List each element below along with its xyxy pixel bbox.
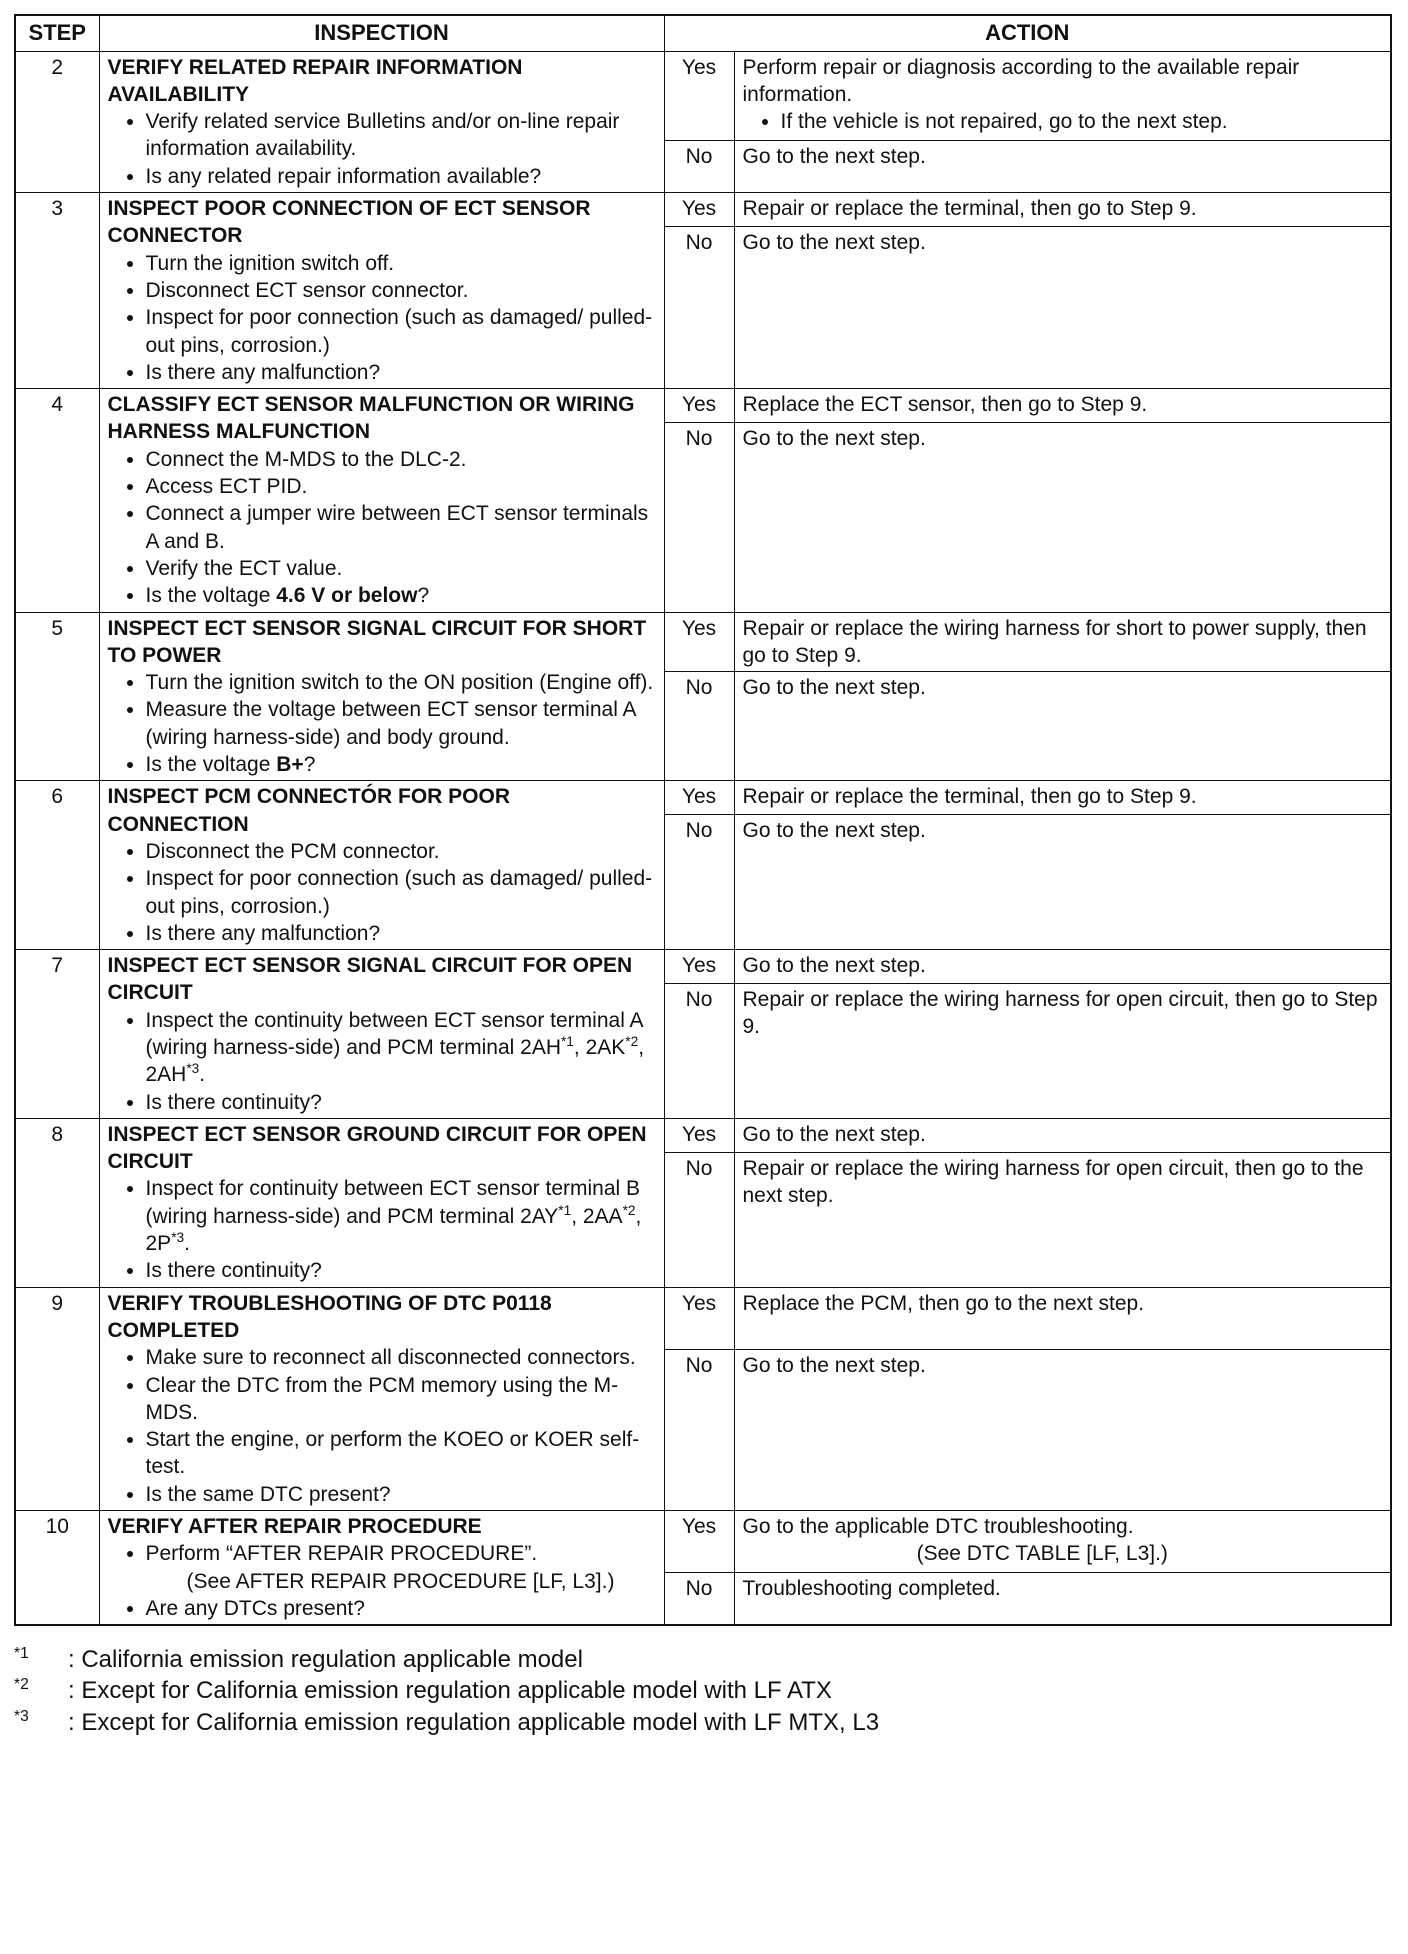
footnote (14, 1644, 1390, 1675)
list-item: • If the vehicle is not repaired, go to the next step. (781, 108, 1383, 135)
table-row (15, 51, 1391, 141)
action-text: Perform repair or diagnosis according to the available repair information. (742, 55, 1300, 106)
yes-action: Replace the ECT sensor, then go to Step 9. (734, 389, 1391, 423)
inspection-list (108, 1007, 656, 1116)
yes-label: Yes (664, 1287, 734, 1349)
no-action: Go to the next step. (734, 227, 1391, 389)
step-number: 2 (15, 51, 99, 192)
bullet-end: . (184, 1232, 190, 1256)
table-header-row (15, 15, 1391, 51)
step-number: 5 (15, 612, 99, 781)
inspection-list (108, 838, 656, 947)
footnote-marker: *1 (558, 1202, 572, 1218)
yes-label: Yes (664, 612, 734, 672)
list-item: • Verify related service Bulletins and/or on-line repair information availability. (146, 108, 656, 163)
bullet-text: Inspect for continuity between ECT sensor terminal B (wiring harness-side) and PCM terminal (145, 1177, 641, 1228)
list-item: • Verify the ECT value. (146, 555, 656, 582)
separator: , (573, 1035, 586, 1059)
inspection-title: INSPECT ECT SENSOR GROUND CIRCUIT FOR OPEN CIRCUIT (107, 1122, 647, 1174)
inspection-cell (99, 193, 664, 389)
bullet-end: . (199, 1063, 206, 1087)
inspection-cell (99, 950, 664, 1119)
inspection-cell (99, 389, 664, 612)
list-item: • Is there any malfunction? (146, 920, 656, 947)
no-action: Repair or replace the wiring harness for open circuit, then go to Step 9. (734, 984, 1391, 1119)
no-label: No (664, 1152, 734, 1287)
list-item: • Inspect for poor connection (such as damaged/ pulled-out pins, corrosion.) (146, 304, 656, 359)
inspection-title: VERIFY AFTER REPAIR PROCEDURE (107, 1515, 482, 1539)
footnote-marker: *3 (186, 1061, 200, 1077)
inspection-list (108, 446, 656, 610)
list-item: • Make sure to reconnect all disconnected connectors. (146, 1344, 656, 1371)
footnote-text: : Except for California emission regulation applicable model with LF ATX (68, 1677, 832, 1705)
inspection-title: VERIFY TROUBLESHOOTING OF DTC P0118 COMPLETED (107, 1291, 552, 1342)
terminal-id: 2P (145, 1232, 172, 1256)
list-item: • Is there any malfunction? (146, 359, 656, 386)
separator: , (638, 1035, 645, 1059)
no-label: No (664, 984, 734, 1119)
troubleshooting-table (14, 14, 1392, 1626)
inspection-list (108, 669, 656, 778)
inspection-cell (99, 1511, 664, 1626)
terminal-id: 2AH (520, 1035, 561, 1059)
no-action: Go to the next step. (734, 423, 1391, 612)
inspection-list (108, 108, 656, 190)
footnote-marker: *2 (625, 1033, 639, 1049)
inspection-list (108, 250, 656, 386)
separator: , (571, 1204, 583, 1228)
yes-action: Repair or replace the terminal, then go to Step 9. (734, 781, 1391, 815)
table-row (15, 1287, 1391, 1349)
yes-label: Yes (664, 1118, 734, 1152)
list-item (146, 1540, 656, 1595)
list-item: • Turn the ignition switch off. (146, 250, 656, 277)
no-action: Go to the next step. (734, 672, 1391, 781)
yes-label: Yes (664, 1511, 734, 1573)
see-reference-link[interactable]: (See DTC TABLE [LF, L3].) (916, 1542, 1168, 1566)
list-item: • Is there continuity? (146, 1089, 656, 1116)
yes-action (734, 51, 1391, 141)
yes-action: Replace the PCM, then go to the next step. (734, 1287, 1391, 1349)
no-label: No (664, 1573, 734, 1626)
terminal-id: 2AH (145, 1063, 187, 1087)
footnote-marker: *2 (622, 1202, 636, 1218)
yes-label: Yes (664, 51, 734, 141)
bullet-text: Perform “AFTER REPAIR PROCEDURE”. (145, 1542, 538, 1566)
header-step: STEP (15, 15, 99, 51)
list-item: • Disconnect the PCM connector. (146, 838, 656, 865)
no-action: Repair or replace the wiring harness for open circuit, then go to the next step. (734, 1152, 1391, 1287)
list-item: • Is there continuity? (146, 1257, 656, 1284)
step-number: 10 (15, 1511, 99, 1626)
list-item: • Access ECT PID. (146, 473, 656, 500)
inspection-list (108, 1175, 656, 1284)
terminal-id: 2AY (520, 1204, 559, 1228)
footnote-marker: *1 (14, 1645, 29, 1663)
action-list (743, 108, 1383, 135)
step-number: 9 (15, 1287, 99, 1510)
inspection-cell (99, 781, 664, 950)
footnote-marker: *2 (14, 1676, 29, 1694)
yes-label: Yes (664, 389, 734, 423)
step-number: 6 (15, 781, 99, 950)
step-number: 3 (15, 193, 99, 389)
step-number: 7 (15, 950, 99, 1119)
list-item: • Turn the ignition switch to the ON position (Engine off). (146, 669, 656, 696)
inspection-list (108, 1344, 656, 1508)
yes-action: Go to the next step. (734, 950, 1391, 984)
inspection-title: INSPECT ECT SENSOR SIGNAL CIRCUIT FOR OPEN CIRCUIT (107, 954, 633, 1005)
yes-label: Yes (664, 193, 734, 227)
list-item: • Disconnect ECT sensor connector. (146, 277, 656, 304)
header-action: ACTION (664, 15, 1391, 51)
no-label: No (664, 1349, 734, 1510)
list-item: • Are any DTCs present? (146, 1595, 656, 1622)
step-number: 8 (15, 1118, 99, 1287)
inspection-title: INSPECT PCM CONNECTÓR FOR POOR CONNECTION (107, 785, 511, 836)
bullet-text: ? (303, 753, 316, 777)
inspection-list (108, 1540, 656, 1622)
list-item: • Measure the voltage between ECT sensor terminal A (wiring harness-side) and body ground. (146, 696, 656, 751)
list-item: • Is any related repair information available? (146, 163, 656, 190)
terminal-id: 2AK (585, 1035, 626, 1059)
action-text: Go to the applicable DTC troubleshooting. (742, 1515, 1134, 1539)
table-row (15, 1118, 1391, 1152)
no-action: Go to the next step. (734, 1349, 1391, 1510)
footnote-marker: *3 (171, 1230, 185, 1246)
see-reference-link[interactable]: (See AFTER REPAIR PROCEDURE [LF, L3].) (186, 1569, 615, 1593)
yes-label: Yes (664, 781, 734, 815)
list-item (146, 1175, 656, 1257)
list-item: • Is the same DTC present? (146, 1481, 656, 1508)
inspection-title: INSPECT ECT SENSOR SIGNAL CIRCUIT FOR SHORT TO POWER (107, 616, 647, 667)
inspection-title: INSPECT POOR CONNECTION OF ECT SENSOR CONNECTOR (107, 197, 591, 248)
table-row (15, 950, 1391, 984)
document (14, 14, 1390, 1738)
list-item (146, 751, 656, 778)
footnote-marker: *3 (14, 1707, 29, 1725)
list-item: • Clear the DTC from the PCM memory using the M-MDS. (146, 1372, 656, 1427)
bullet-text: Inspect the continuity between ECT sensor terminal A (wiring harness-side) and PCM terminal (145, 1008, 643, 1059)
no-label: No (664, 672, 734, 781)
inspection-cell (99, 1287, 664, 1510)
voltage-value: 4.6 V or below (276, 584, 418, 608)
no-label: No (664, 141, 734, 193)
footnote-marker: *1 (561, 1033, 574, 1049)
no-label: No (664, 423, 734, 612)
voltage-value: B+ (276, 753, 304, 777)
list-item: • Connect a jumper wire between ECT sensor terminals A and B. (146, 500, 656, 555)
bullet-text: Is the voltage (145, 753, 277, 777)
list-item: • Inspect for poor connection (such as damaged/ pulled-out pins, corrosion.) (146, 865, 656, 920)
list-item: • Connect the M-MDS to the DLC-2. (146, 446, 656, 473)
list-item: • Start the engine, or perform the KOEO or KOER self-test. (146, 1426, 656, 1481)
bullet-text: ? (417, 584, 430, 608)
footnote (14, 1707, 1390, 1738)
table-row (15, 389, 1391, 423)
list-item (146, 582, 656, 609)
terminal-id: 2AA (582, 1204, 623, 1228)
table-row (15, 1511, 1391, 1573)
footnote (14, 1675, 1390, 1706)
table-row (15, 612, 1391, 672)
footnote-text: : Except for California emission regulation applicable model with LF MTX, L3 (68, 1708, 880, 1736)
yes-action (734, 1511, 1391, 1573)
step-number: 4 (15, 389, 99, 612)
yes-label: Yes (664, 950, 734, 984)
yes-action: Repair or replace the wiring harness for short to power supply, then go to Step 9. (734, 612, 1391, 672)
no-label: No (664, 227, 734, 389)
no-action: Go to the next step. (734, 815, 1391, 950)
bullet-text: Is the voltage (145, 584, 277, 608)
separator: , (635, 1204, 642, 1228)
no-label: No (664, 815, 734, 950)
footnote-text: : California emission regulation applicable model (68, 1646, 583, 1674)
table-row (15, 193, 1391, 227)
inspection-cell (99, 1118, 664, 1287)
yes-action: Go to the next step. (734, 1118, 1391, 1152)
inspection-cell (99, 612, 664, 781)
list-item (146, 1007, 656, 1089)
inspection-title: VERIFY RELATED REPAIR INFORMATION AVAILABILITY (107, 55, 523, 106)
no-action: Troubleshooting completed. (734, 1573, 1391, 1626)
inspection-title: CLASSIFY ECT SENSOR MALFUNCTION OR WIRING HARNESS MALFUNCTION (107, 393, 635, 444)
yes-action: Repair or replace the terminal, then go to Step 9. (734, 193, 1391, 227)
footnotes (14, 1644, 1390, 1738)
inspection-cell (99, 51, 664, 192)
header-inspection: INSPECTION (99, 15, 664, 51)
no-action: Go to the next step. (734, 141, 1391, 193)
table-row (15, 781, 1391, 815)
